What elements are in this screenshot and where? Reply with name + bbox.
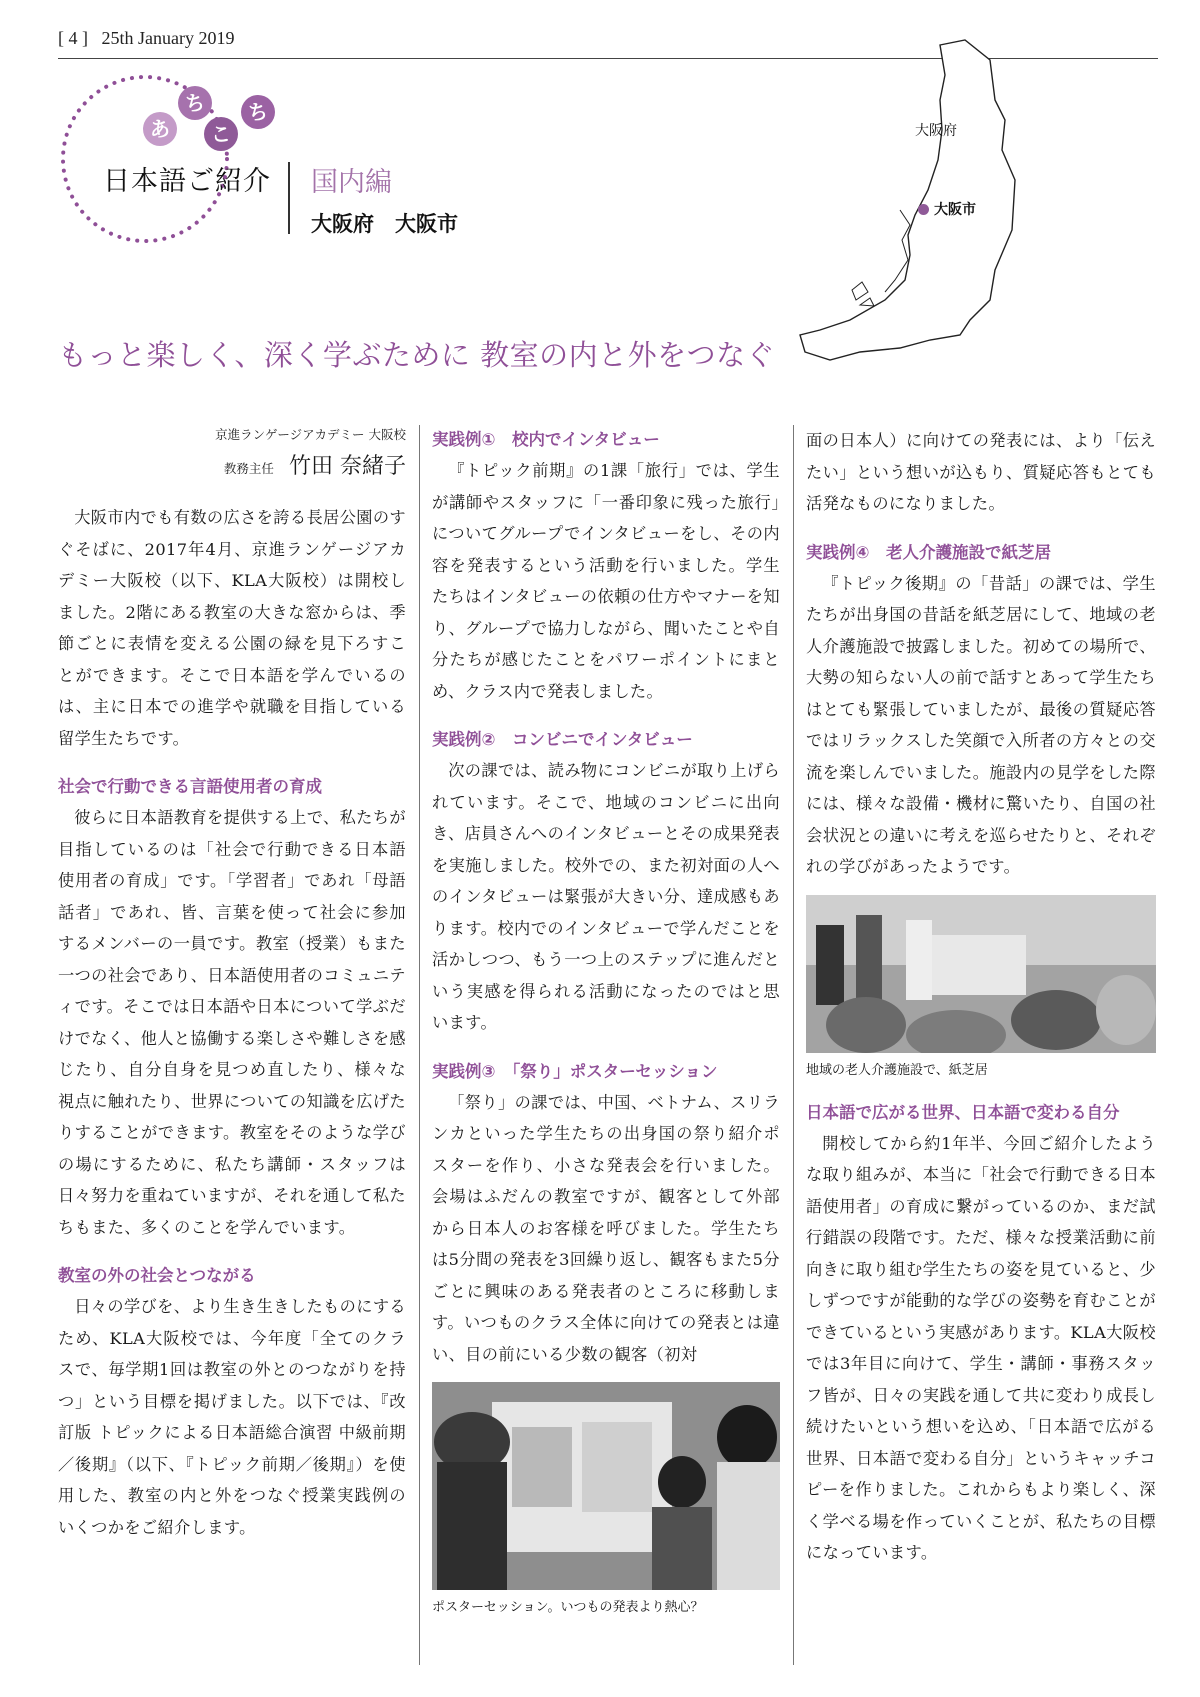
continued-paragraph: 面の日本人）に向けての発表には、より「伝えたい」という想いが込もり、質疑応答もとても活発なものになりました。 — [806, 431, 1156, 513]
example-paragraph: 次の課では、読み物にコンビニが取り上げられています。そこで、地域のコンビニに出向き、店員さんへのインタビューとその成果発表を実施しました。校外での、また初対面の人へのインタビューは緊張が大きい分、達成感もあります。校内でのインタビューで学んだことを活かしつつ、もう一つ上のステップに進んだという実感を得られる活動になったのではと思います。 — [432, 761, 780, 1032]
section-heading: 社会で行動できる言語使用者の育成 — [58, 777, 322, 796]
badge-char-2: ち — [178, 86, 212, 120]
section-label: 国内編 — [311, 167, 392, 198]
example-heading: 実践例② コンビニでインタビュー — [432, 730, 693, 749]
page-number: [ 4 ] — [58, 28, 88, 48]
column-divider — [419, 425, 420, 1665]
poster-session-photo — [432, 1382, 780, 1590]
example-paragraph: 「祭り」の課では、中国、ベトナム、スリランカといった学生たちの出身国の祭り紹介ポスターを作り、小さな発表会を行いました。会場はふだんの教室ですが、観客として外部から日本人のお客様を呼びました。学生たちは5分間の発表を3回繰り返し、観客もまた5分ごとに興味のある発表者のところに移動します。いつものクラス全体に向けての発表とは違い、目の前にいる少数の観客（初対 — [432, 1092, 780, 1364]
badge-char-4: ち — [241, 95, 275, 129]
byline-role: 教務主任 — [223, 461, 274, 476]
column-1 — [58, 425, 406, 1543]
article-headline: もっと楽しく、深く学ぶために 教室の内と外をつなぐ — [58, 338, 776, 372]
photo-caption: 地域の老人介護施設で、紙芝居 — [806, 1062, 988, 1078]
map-city-label: 大阪市 — [934, 202, 976, 218]
badge-char-3: こ — [204, 117, 238, 151]
series-title: 日本語ご紹介 — [103, 166, 271, 197]
issue-date: 25th January 2019 — [101, 28, 235, 48]
example-heading: 実践例③ 「祭り」ポスターセッション — [432, 1061, 718, 1081]
map-prefecture-label: 大阪府 — [915, 123, 957, 139]
section-paragraph: 彼らに日本語教育を提供する上で、私たちが目指しているのは「社会で行動できる日本語使用者の育成」です。「学習者」であれ「母語話者」であれ、皆、言葉を使って社会に参加するメンバーの一員です。教室（授業）もまた一つの社会であり、日本語使用者のコミュニティです。そこでは日本語や日本について学ぶだけでなく、他人と協働する楽しさや難しさを感じたり、自分自身を見つめ直したり、様々な視点に触れたり、世界についての知識を広げたりすることができます。教室をそのような学びの場にするために、私たち講師・スタッフは日々努力を重ねていますが、それを通して私たちもまた、多くのことを学んでいます。 — [58, 808, 407, 1237]
byline — [58, 449, 406, 480]
example-heading: 実践例① 校内でインタビュー — [432, 430, 660, 449]
osaka-map — [790, 30, 1050, 390]
city-marker-icon — [918, 204, 929, 215]
nursing-home-photo — [806, 895, 1156, 1053]
badge-char-1: あ — [143, 112, 177, 146]
byline-organization: 京進ランゲージアカデミー 大阪校 — [215, 427, 406, 442]
section-paragraph: 開校してから約1年半、今回ご紹介したような取り組みが、本当に「社会で行動できる日本語使用者」の育成に繋がっているのか、まだ試行錯誤の段階です。ただ、様々な授業活動に前向きに取り組む学生たちの姿を見ていると、少しずつですが能動的な学びの姿勢を育むことができているという実感があります。KLA大阪校では3年目に向けて、学生・講師・事務スタッフ皆が、日々の実践を通して共に変わり成長し続けたいという想いを込め、「日本語で広がる世界、日本語で変わる自分」というキャッチコピーを作りました。これからもより楽しく、深く学べる場を作っていくことが、私たちの目標になっています。 — [806, 1133, 1156, 1562]
photo-caption: ポスターセッション。いつもの発表より熱心？ — [432, 1600, 704, 1615]
column-divider — [793, 425, 794, 1665]
title-divider — [288, 162, 290, 234]
column-3 — [806, 425, 1156, 1569]
example-heading: 実践例④ 老人介護施設で紙芝居 — [806, 542, 1051, 562]
column-2 — [432, 425, 780, 1615]
page-header — [58, 28, 234, 49]
example-paragraph: 『トピック後期』の「昔話」の課では、学生たちが出身国の昔話を紙芝居にして、地域の老人介護施設で披露しました。初めての場所で、大勢の知らない人の前で話すとあって学生たちはとても緊張していましたが、最後の質疑応答ではリラックスした笑顔で入所者の方々との交流を楽しんでいました。施設内の見学をした際には、様々な設備・機材に驚いたり、自国の社会状況との違いに考えを巡らせたりと、それぞれの学びがあったようです。 — [806, 573, 1156, 876]
section-heading: 教室の外の社会とつながる — [58, 1266, 256, 1285]
intro-paragraph: 大阪市内でも有数の広さを誇る長居公園のすぐそばに、2017年4月、京進ランゲージアカデミー大阪校（以下、KLA大阪校）は開校しました。2階にある教室の大きな窓からは、季節ごとに表情を変える公園の緑を見下ろすことができます。そこで日本語を学んでいるのは、主に日本での進学や就職を目指している留学生たちです。 — [58, 508, 406, 748]
section-paragraph: 日々の学びを、より生き生きしたものにするため、KLA大阪校では、今年度「全てのクラスで、毎学期1回は教室の外とのつながりを持つ」という目標を掲げました。以下では、『改訂版 トピックによる日本語総合演習 中級前期／後期』（以下、『トピック前期／後期』）を使用した、教室の内と外をつなぐ授業実践例のいくつかをご紹介します。 — [58, 1297, 406, 1537]
byline-author: 竹田 奈緒子 — [289, 454, 406, 479]
location-label: 大阪府 大阪市 — [311, 212, 458, 236]
section-heading: 日本語で広がる世界、日本語で変わる自分 — [806, 1102, 1120, 1122]
example-paragraph: 『トピック前期』の1課「旅行」では、学生が講師やスタッフに「一番印象に残った旅行」についてグループでインタビューをし、その内容を発表するという活動を行いました。学生たちはインタビューの依頼の仕方やマナーを知り、グループで協力しながら、聞いたことや自分たちが感じたことをパワーポイントにまとめ、クラス内で発表しました。 — [432, 461, 780, 701]
